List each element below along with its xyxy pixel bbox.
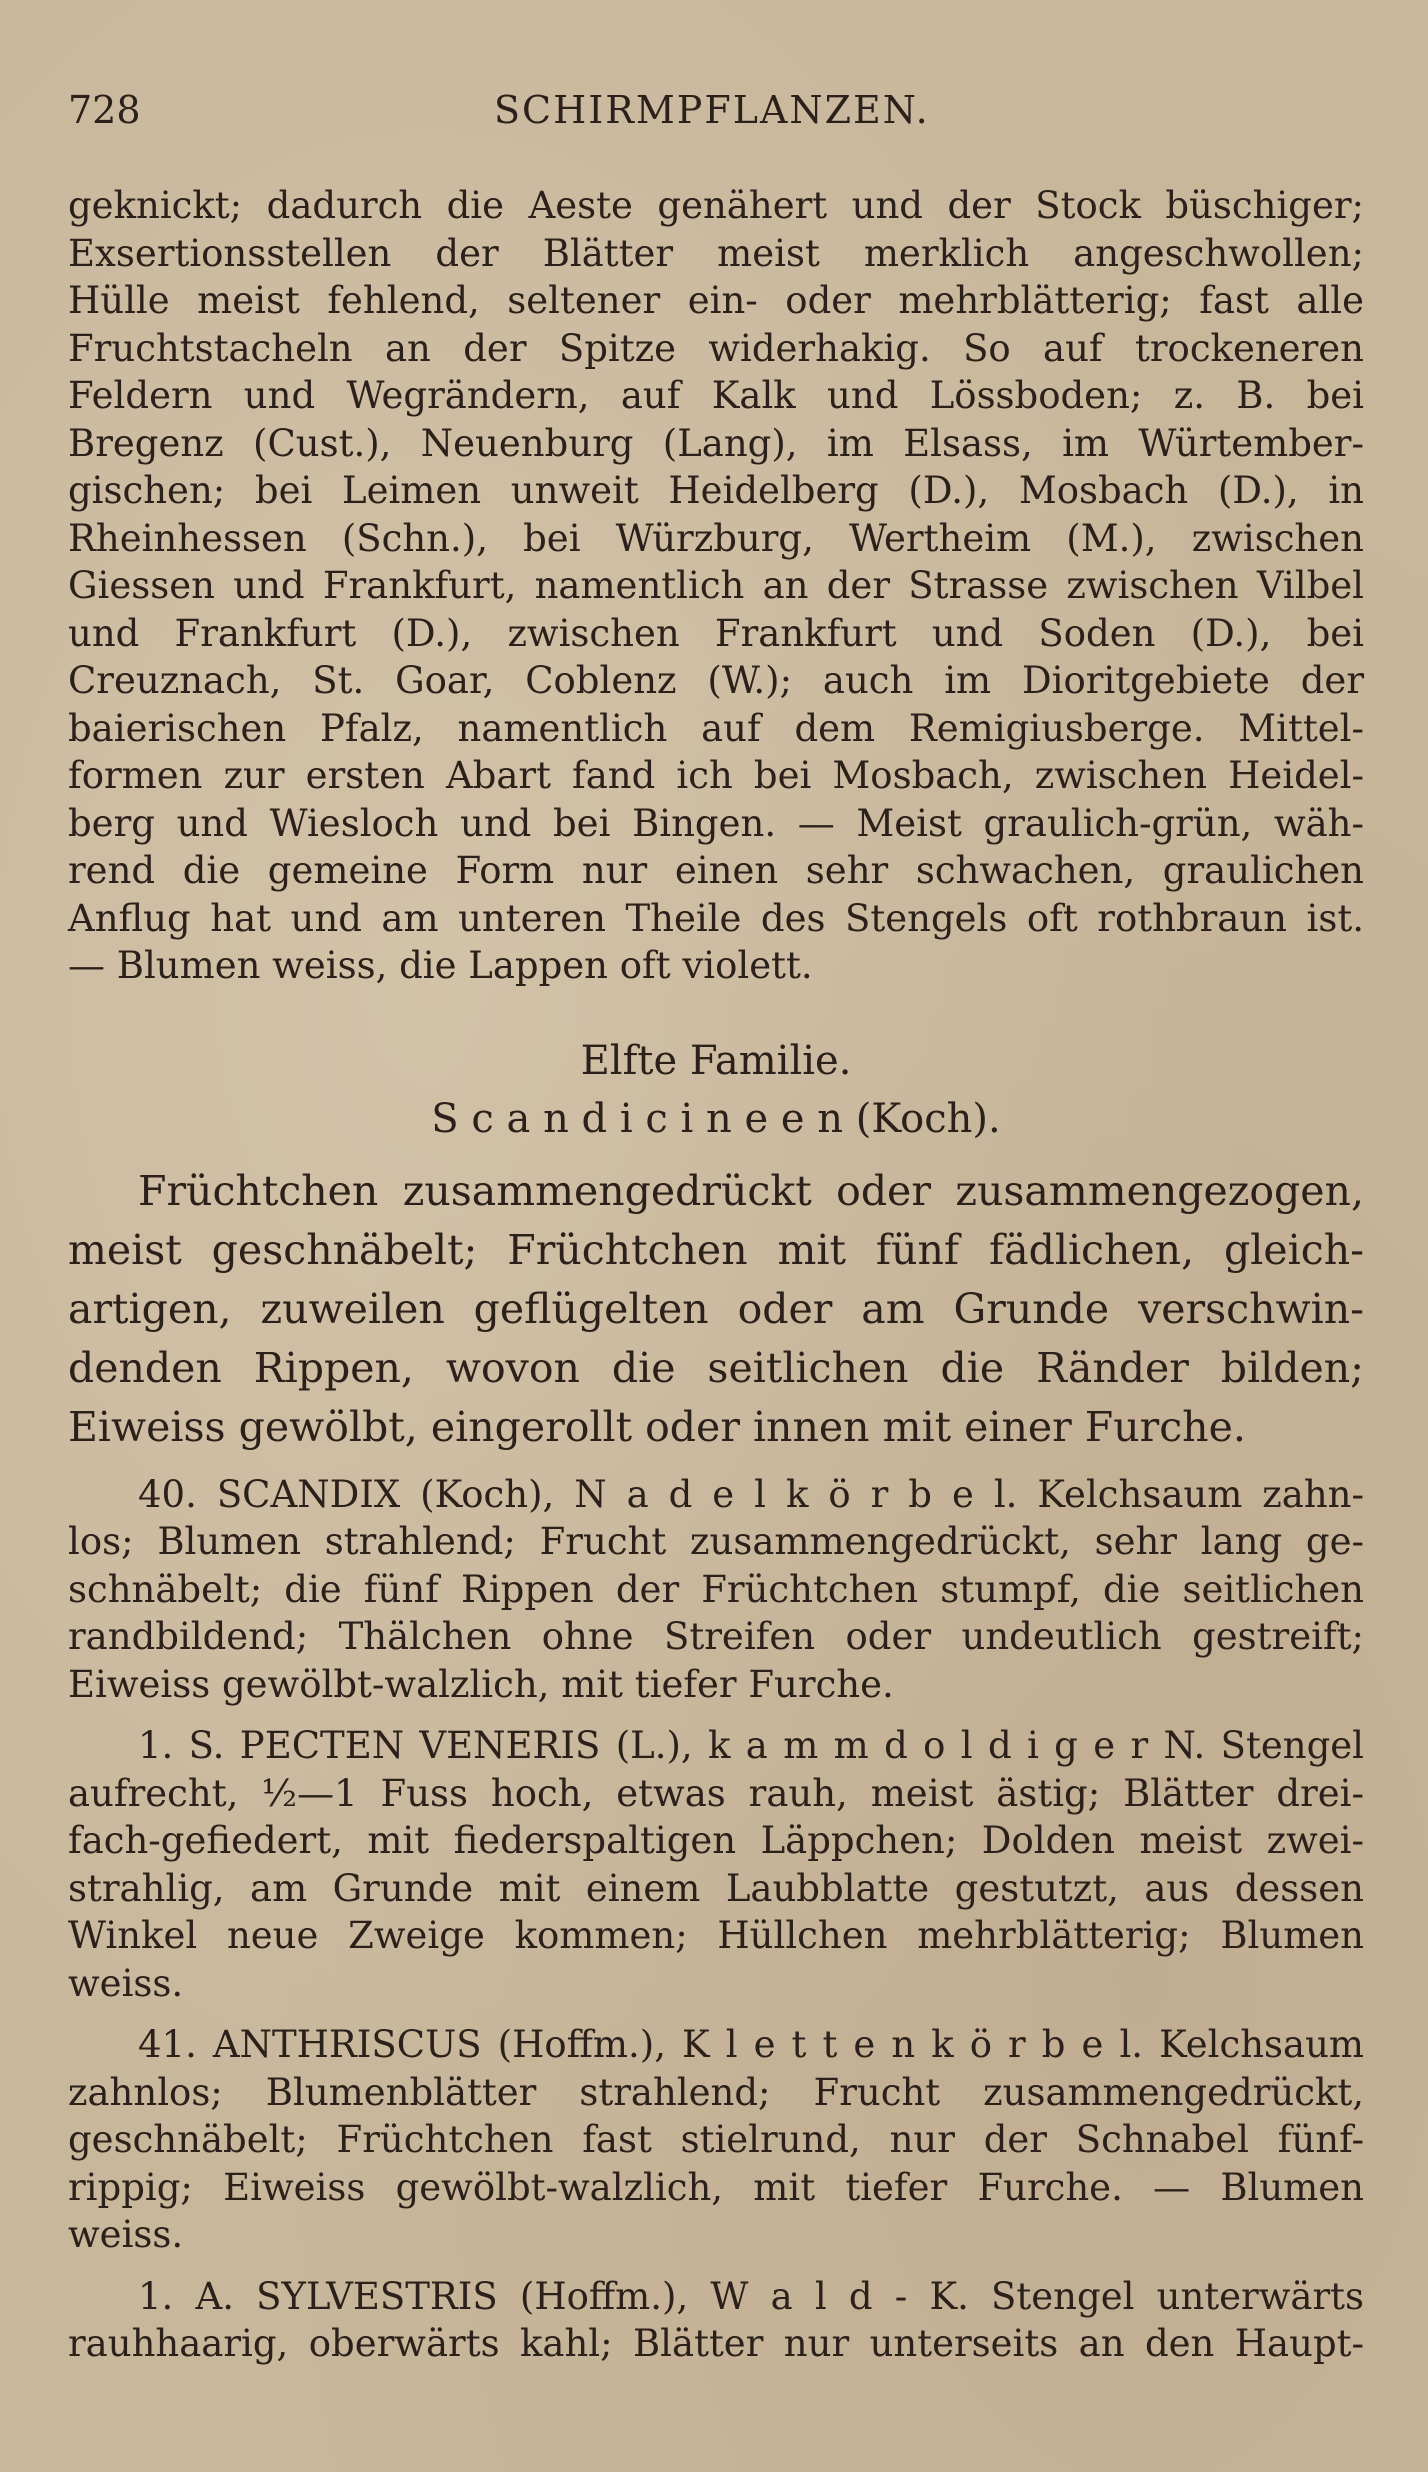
family-description: [68, 1162, 1364, 1457]
text-line: rauhhaarig, oberwärts kahl; Blätter nur unterseits an den Haupt-: [68, 2322, 1364, 2365]
text-line: berg und Wiesloch und bei Bingen. — Meist graulich-grün, wäh-: [68, 801, 1364, 845]
text-line: Fruchtstacheln an der Spitze widerhakig. So auf trockeneren: [68, 326, 1364, 370]
text-line: aufrecht, ½—1 Fuss hoch, etwas rauh, meist ästig; Blätter drei-: [68, 1771, 1364, 1815]
spacer: [68, 2259, 1364, 2273]
text-line: Bregenz (Cust.), Neuenburg (Lang), im Elsass, im Würtember-: [68, 421, 1364, 465]
text-line: rend die gemeine Form nur einen sehr schwachen, graulichen: [68, 849, 1364, 892]
text-line: schnäbelt; die fünf Rippen der Früchtchen stumpf, die seitlichen: [68, 1567, 1364, 1611]
text-line: gischen; bei Leimen unweit Heidelberg (D.), Mosbach (D.), in: [68, 469, 1364, 512]
text-line: Eiweiss gewölbt-walzlich, mit tiefer Furche.: [68, 1662, 894, 1706]
text-line: fach-gefiedert, mit fiederspaltigen Läppchen; Dolden meist zwei-: [68, 1819, 1364, 1862]
text-line: Winkel neue Zweige kommen; Hüllchen mehrblätterig; Blumen: [68, 1914, 1364, 1957]
spacer: [68, 1457, 1364, 1471]
text-line: rippig; Eiweiss gewölbt-walzlich, mit tiefer Furche. — Blumen: [68, 2165, 1364, 2209]
text-line: formen zur ersten Abart fand ich bei Mosbach, zwischen Heidel-: [68, 754, 1364, 797]
text-line: meist geschnäbelt; Früchtchen mit fünf fädlichen, gleich-: [68, 1225, 1364, 1274]
text-line: Giessen und Frankfurt, namentlich an der Strasse zwischen Vilbel: [68, 564, 1364, 607]
species-pecten-veneris: [68, 1722, 1364, 2007]
text-line: zahnlos; Blumenblätter strahlend; Frucht zusammengedrückt,: [68, 2070, 1364, 2114]
spacer: [68, 1148, 1364, 1162]
text-line: Feldern und Wegrändern, auf Kalk und Lössboden; z. B. bei: [68, 374, 1364, 417]
text-line: weiss.: [68, 2213, 184, 2256]
text-line: weiss.: [68, 1961, 184, 2005]
family-number: Elfte Familie.: [580, 1037, 852, 1084]
text-line: — Blumen weiss, die Lappen oft violett.: [68, 944, 813, 987]
text-line: Exsertionsstellen der Blätter meist merklich angeschwollen;: [68, 231, 1364, 275]
spacer: [68, 990, 1364, 1032]
family-heading: [68, 1032, 1364, 1148]
genus-anthriscus: [68, 2021, 1364, 2259]
text-line: 1. S. PECTEN VENERIS (L.), k a m m d o l d i g e r N. Stengel: [138, 1724, 1364, 1767]
text-line: artigen, zuweilen geflügelten oder am Grunde verschwin-: [68, 1284, 1364, 1333]
text-line: los; Blumen strahlend; Frucht zusammengedrückt, sehr lang ge-: [68, 1520, 1364, 1563]
text-line: Creuznach, St. Goar, Coblenz (W.); auch im Dioritgebiete der: [68, 659, 1364, 702]
text-line: geschnäbelt; Früchtchen fast stielrund, nur der Schnabel fünf-: [68, 2118, 1364, 2161]
text-line: 40. SCANDIX (Koch), N a d e l k ö r b e l. Kelchsaum zahn-: [138, 1472, 1364, 1516]
text-line: baierischen Pfalz, namentlich auf dem Remigiusberge. Mittel-: [68, 706, 1364, 750]
species-sylvestris: [68, 2273, 1364, 2368]
text-line: Rheinhessen (Schn.), bei Würzburg, Wertheim (M.), zwischen: [68, 516, 1364, 560]
paragraph-continuation: [68, 182, 1364, 990]
text-line: Anflug hat und am unteren Theile des Stengels oft rothbraun ist.: [68, 896, 1364, 940]
text-line: strahlig, am Grunde mit einem Laubblatte gestutzt, aus dessen: [68, 1866, 1364, 1910]
text-line: Früchtchen zusammengedrückt oder zusammengezogen,: [138, 1166, 1364, 1215]
page-number: 728: [68, 88, 141, 132]
running-title: SCHIRMPFLANZEN.: [494, 88, 930, 132]
spacer: [68, 1708, 1364, 1722]
page-body: [68, 182, 1364, 2368]
text-line: und Frankfurt (D.), zwischen Frankfurt und Soden (D.), bei: [68, 611, 1364, 655]
text-line: geknickt; dadurch die Aeste genähert und der Stock büschiger;: [68, 184, 1364, 227]
spacer: [68, 2007, 1364, 2021]
family-name: S c a n d i c i n e e n (Koch).: [431, 1095, 1001, 1142]
text-line: Eiweiss gewölbt, eingerollt oder innen mit einer Furche.: [68, 1402, 1246, 1451]
page-header: [68, 88, 1368, 148]
text-line: denden Rippen, wovon die seitlichen die Ränder bilden;: [68, 1343, 1364, 1392]
text-line: Hülle meist fehlend, seltener ein- oder mehrblätterig; fast alle: [68, 279, 1364, 322]
text-line: 41. ANTHRISCUS (Hoffm.), K l e t t e n k ö r b e l. Kelchsaum: [138, 2023, 1364, 2066]
genus-scandix: [68, 1471, 1364, 1709]
text-line: 1. A. SYLVESTRIS (Hoffm.), W a l d - K. Stengel unterwärts: [138, 2274, 1364, 2318]
text-line: randbildend; Thälchen ohne Streifen oder undeutlich gestreift;: [68, 1615, 1364, 1658]
